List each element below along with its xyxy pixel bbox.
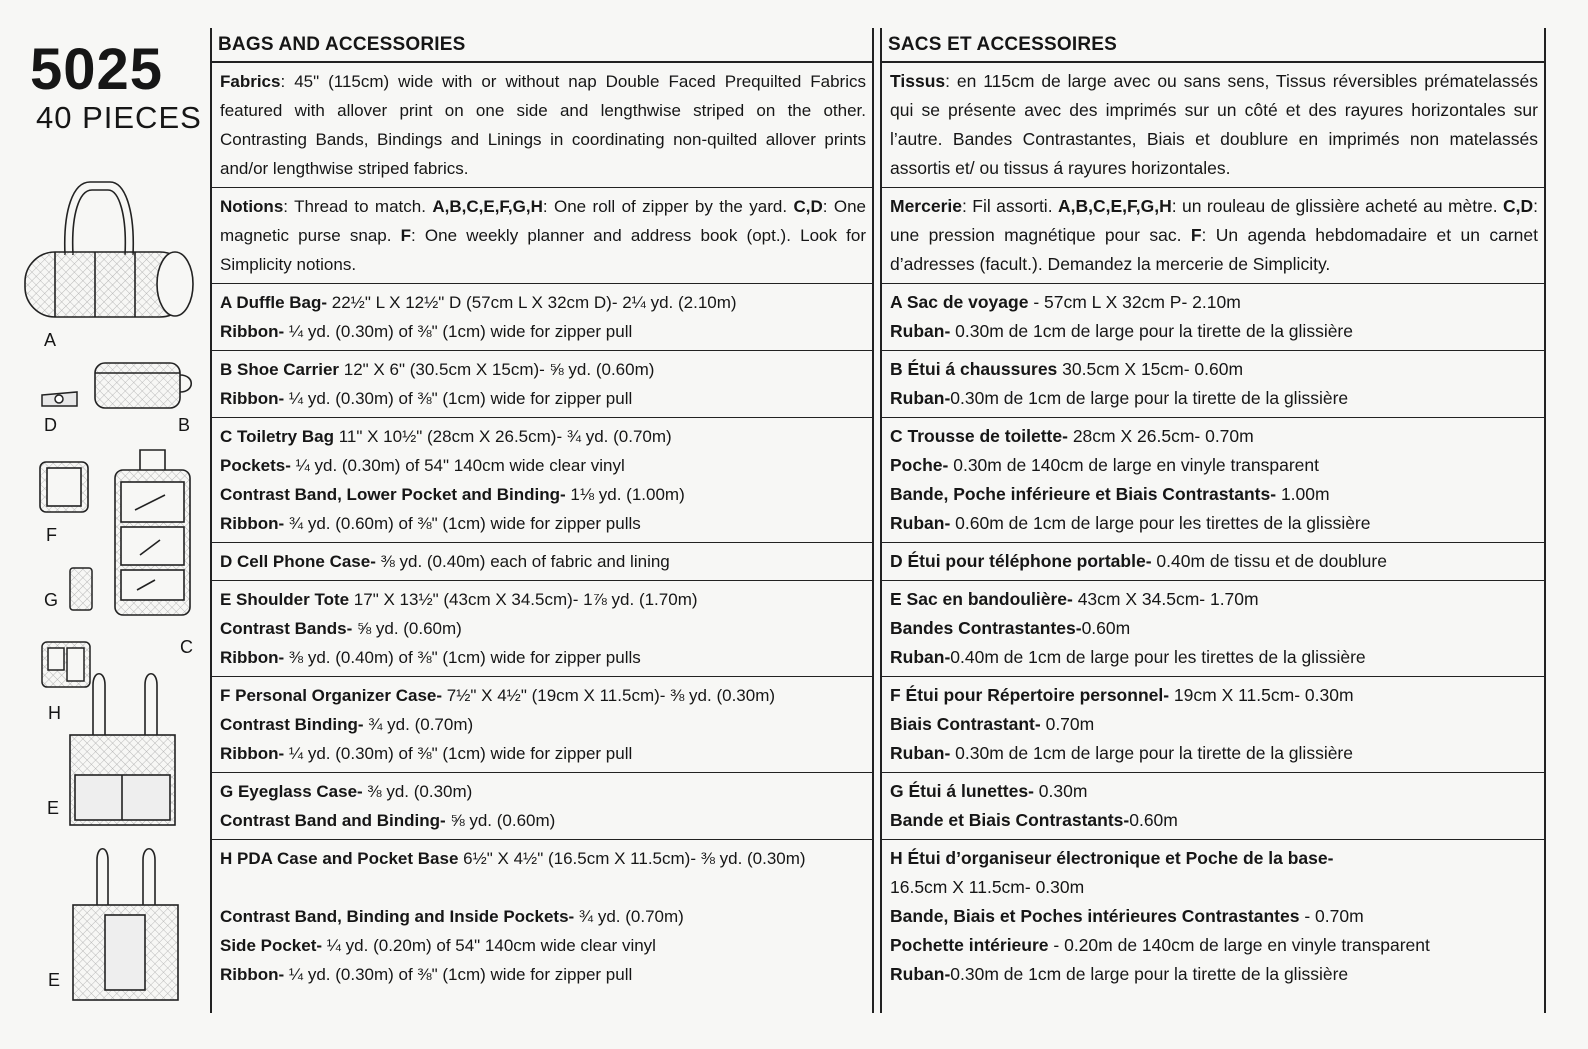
requirement-line (890, 355, 1538, 384)
french-view-section (882, 418, 1544, 543)
requirement-line (890, 931, 1538, 960)
requirement-line (220, 480, 866, 509)
requirement-line (220, 317, 866, 346)
tissus-label: Tissus (890, 71, 946, 91)
requirement-label: Contrast Band, Lower Pocket and Binding- (220, 485, 566, 504)
requirement-label: C Trousse de toilette- (890, 426, 1068, 446)
requirement-text: ¼ yd. (0.30m) of ⅜" (1cm) wide for zipper pull (284, 389, 633, 408)
french-view-section (882, 284, 1544, 351)
requirement-line (890, 422, 1538, 451)
label-view-e: E (47, 798, 60, 818)
requirement-label: D Étui pour téléphone portable- (890, 551, 1152, 571)
english-notions (212, 188, 872, 284)
requirement-line (220, 739, 866, 768)
english-view-section (212, 418, 872, 543)
requirement-text: - 57cm L X 32cm P- 2.10m (1028, 292, 1241, 312)
notions-label: Notions (220, 197, 284, 216)
requirement-line (890, 777, 1538, 806)
requirement-line (890, 681, 1538, 710)
requirement-label: Ribbon- (220, 514, 285, 533)
requirement-line (220, 643, 866, 672)
requirement-text: 7½" X 4½" (19cm X 11.5cm)- ⅜ yd. (0.30m) (442, 686, 776, 705)
requirement-line (890, 451, 1538, 480)
requirement-line (890, 480, 1538, 509)
requirement-line (890, 643, 1538, 672)
requirement-label: Bande, Biais et Poches intérieures Contrastantes (890, 906, 1300, 926)
requirement-line (220, 451, 866, 480)
english-view-section (212, 351, 872, 418)
requirement-line (890, 710, 1538, 739)
english-view-section (212, 581, 872, 677)
requirement-line (220, 355, 866, 384)
requirement-text: 28cm X 26.5cm- 0.70m (1067, 426, 1254, 446)
requirement-line (220, 777, 866, 806)
requirement-line (220, 384, 866, 413)
french-view-section (882, 677, 1544, 773)
requirement-line (890, 384, 1538, 413)
requirement-line (890, 844, 1538, 873)
requirement-label: H Étui d’organiseur électronique et Poche de la base- (890, 848, 1334, 868)
label-view-h: H (48, 703, 61, 723)
requirement-label: Ribbon- (220, 965, 285, 984)
requirement-text: 0.30m de 1cm de large pour la tirette de la glissière (950, 964, 1349, 984)
requirement-label: Ruban- (890, 321, 951, 341)
requirement-text: 0.60m (1081, 618, 1131, 638)
label-view-e-alt: E (48, 970, 61, 990)
fabrics-text: : 45" (115cm) wide with or without nap Double Faced Prequilted Fabrics featured with allover print on one side and lengthwise striped on the other. Contrasting Bands, Bindings and Linings in coordinating non-quilted allover prints and/or lengthwise striped fabrics. (220, 72, 866, 178)
requirement-line (220, 931, 866, 960)
requirement-label: Ribbon- (220, 322, 285, 341)
notions-views: C,D (793, 197, 823, 216)
requirement-line (890, 960, 1538, 989)
french-view-section (882, 773, 1544, 840)
requirement-label: H PDA Case and Pocket Base (220, 849, 459, 868)
english-column (210, 28, 874, 1013)
requirement-text: 11" X 10½" (28cm X 26.5cm)- ¾ yd. (0.70m) (333, 427, 672, 446)
requirement-text: 22½" L X 12½" D (57cm L X 32cm D)- 2¼ yd. (2.10m) (327, 293, 737, 312)
requirement-line (890, 509, 1538, 538)
requirement-label: B Shoe Carrier (220, 360, 340, 379)
requirement-line (890, 317, 1538, 346)
requirement-label: Ribbon- (220, 744, 285, 763)
requirement-label: Contrast Band and Binding- (220, 811, 446, 830)
mercerie-text: : une pression magnétique pour sac. (890, 196, 1538, 245)
requirement-label: Ruban- (890, 388, 951, 408)
requirement-text: 1.00m (1276, 484, 1330, 504)
requirement-line (890, 614, 1538, 643)
requirement-label: Bande et Biais Contrastants- (890, 810, 1130, 830)
requirement-line (220, 614, 866, 643)
requirement-text: ⅝ yd. (0.60m) (352, 619, 462, 638)
requirement-text: ¼ yd. (0.30m) of ⅜" (1cm) wide for zipper pull (284, 322, 633, 341)
shoulder-tote-drawing (70, 674, 175, 825)
requirement-line (220, 902, 866, 931)
requirement-text: ⅜ yd. (0.30m) (362, 782, 473, 801)
requirement-text: ⅝ yd. (0.60m) (445, 811, 556, 830)
requirement-label: Bandes Contrastantes- (890, 618, 1082, 638)
requirement-text: 1⅛ yd. (1.00m) (565, 485, 685, 504)
requirement-text: 0.30m de 1cm de large pour la tirette de la glissière (950, 321, 1353, 341)
requirement-label: Ruban- (890, 743, 951, 763)
requirement-line (890, 806, 1538, 835)
shoe-carrier-drawing (95, 363, 191, 408)
label-view-d: D (44, 415, 57, 435)
requirement-label: Side Pocket- (220, 936, 323, 955)
english-view-section (212, 840, 872, 993)
english-view-section (212, 773, 872, 840)
requirement-text: ¼ yd. (0.30m) of ⅜" (1cm) wide for zipper pull (284, 965, 633, 984)
requirement-line (890, 547, 1538, 576)
requirement-text: 43cm X 34.5cm- 1.70m (1072, 589, 1259, 609)
english-view-list (212, 284, 872, 993)
requirement-label: Ruban- (890, 513, 951, 533)
requirement-label: G Eyeglass Case- (220, 782, 363, 801)
requirement-line (890, 902, 1538, 931)
requirement-text: ¾ yd. (0.60m) of ⅜" (1cm) wide for zipper pulls (284, 514, 641, 533)
french-notions (882, 188, 1544, 284)
requirement-text: - 0.70m (1299, 906, 1364, 926)
english-view-section (212, 677, 872, 773)
english-fabrics (212, 63, 872, 188)
requirement-line (220, 710, 866, 739)
label-view-a: A (44, 330, 57, 350)
requirement-label: F Personal Organizer Case- (220, 686, 443, 705)
requirement-text: ¾ yd. (0.70m) (363, 715, 474, 734)
requirement-text: ¼ yd. (0.30m) of 54" 140cm wide clear vinyl (290, 456, 625, 475)
requirement-text: - 0.20m de 140cm de large en vinyle transparent (1048, 935, 1430, 955)
french-heading: SACS ET ACCESSOIRES (882, 28, 1544, 63)
requirement-label: Biais Contrastant- (890, 714, 1041, 734)
mercerie-label: Mercerie (890, 196, 962, 216)
duffle-bag-drawing (25, 182, 193, 317)
label-view-c: C (180, 637, 193, 657)
pda-case-drawing (42, 642, 90, 687)
organizer-drawing (40, 462, 88, 512)
pieces-count: 40 PIECES (36, 100, 202, 135)
requirement-label: B Étui á chaussures (890, 359, 1058, 379)
notions-text: : One roll of zipper by the yard. (542, 197, 794, 216)
mercerie-views: A,B,C,E,F,G,H (1057, 196, 1172, 216)
toiletry-bag-drawing (115, 450, 190, 615)
pattern-number: 5025 (30, 37, 164, 102)
requirement-text: 0.60m de 1cm de large pour les tirettes de la glissière (950, 513, 1371, 533)
requirement-line (890, 585, 1538, 614)
requirement-line (220, 547, 866, 576)
french-view-list (882, 284, 1544, 993)
french-column (880, 28, 1546, 1013)
mercerie-views: F (1190, 225, 1202, 245)
french-view-section (882, 581, 1544, 677)
requirement-text: ⅜ yd. (0.40m) of ⅜" (1cm) wide for zipper pulls (284, 648, 641, 667)
requirement-line (890, 739, 1538, 768)
requirement-line (220, 288, 866, 317)
requirement-text: ¼ yd. (0.30m) of ⅜" (1cm) wide for zipper pull (284, 744, 633, 763)
requirement-text: ⅜ yd. (0.40m) each of fabric and lining (375, 552, 670, 571)
requirement-label: F Étui pour Répertoire personnel- (890, 685, 1170, 705)
requirement-text: 0.60m (1129, 810, 1178, 830)
shoulder-tote-alt-drawing (73, 849, 178, 1000)
requirement-label: G Étui á lunettes- (890, 781, 1034, 801)
label-view-f: F (46, 525, 57, 545)
tissus-text: : en 115cm de large avec ou sans sens, Tissus réversibles prématelassés qui se présente avec des imprimés sur un côté et des rayures horizontales sur l’autre. Bandes Contrastantes, Biais et doublure en imprimés non matelassés assortis et/ ou tissus á rayures horizontales. (890, 71, 1538, 178)
requirement-label: Ruban- (890, 647, 951, 667)
requirement-text: 17" X 13½" (43cm X 34.5cm)- 1⅞ yd. (1.70m) (349, 590, 698, 609)
requirement-label: Pochette intérieure (890, 935, 1049, 955)
label-view-g: G (44, 590, 59, 610)
english-heading: BAGS AND ACCESSORIES (212, 28, 872, 63)
requirement-line (220, 509, 866, 538)
english-view-section (212, 543, 872, 581)
requirement-label: Ribbon- (220, 648, 285, 667)
requirement-label: Pockets- (220, 456, 291, 475)
mercerie-views: C,D (1502, 196, 1534, 216)
requirement-text: 0.30m de 1cm de large pour la tirette de la glissière (950, 743, 1353, 763)
requirement-text: 0.30m de 1cm de large pour la tirette de la glissière (950, 388, 1349, 408)
notions-text: : One magnetic purse snap. (220, 197, 866, 245)
mercerie-text: : Fil assorti. (962, 196, 1058, 216)
french-fabrics (882, 63, 1544, 188)
requirement-text: 6½" X 4½" (16.5cm X 11.5cm)- ⅜ yd. (0.30m) (458, 849, 806, 868)
requirement-text: ¾ yd. (0.70m) (574, 907, 684, 926)
requirement-text: 0.30m (1033, 781, 1088, 801)
english-view-section (212, 284, 872, 351)
mercerie-text: : un rouleau de glissière acheté au mètre. (1171, 196, 1503, 216)
requirement-label: Contrast Band, Binding and Inside Pockets- (220, 907, 575, 926)
requirement-label: E Shoulder Tote (220, 590, 350, 609)
requirement-text: 0.40m de tissu et de doublure (1151, 551, 1387, 571)
requirement-line (890, 288, 1538, 317)
eyeglass-case-drawing (70, 568, 92, 610)
notions-text: : Thread to match. (283, 197, 433, 216)
requirement-line (220, 681, 866, 710)
notions-views: A,B,C,E,F,G,H (432, 197, 543, 216)
requirement-label: Ruban- (890, 964, 951, 984)
requirement-text: 12" X 6" (30.5cm X 15cm)- ⅝ yd. (0.60m) (339, 360, 655, 379)
requirement-label: A Sac de voyage (890, 292, 1029, 312)
requirement-label: Contrast Bands- (220, 619, 353, 638)
requirement-label: A Duffle Bag- (220, 293, 328, 312)
requirement-line (890, 873, 1538, 902)
requirement-label: E Sac en bandoulière- (890, 589, 1073, 609)
requirement-text: 30.5cm X 15cm- 0.60m (1057, 359, 1244, 379)
requirement-line (220, 806, 866, 835)
fabrics-label: Fabrics (220, 72, 281, 91)
requirement-line (220, 960, 866, 989)
requirement-text: 16.5cm X 11.5cm- 0.30m (890, 877, 1085, 897)
requirement-label: Ribbon- (220, 389, 285, 408)
requirement-label: Bande, Poche inférieure et Biais Contrastants- (890, 484, 1277, 504)
requirement-line (220, 422, 866, 451)
requirement-label: C Toiletry Bag (220, 427, 334, 446)
requirement-text: 0.30m de 140cm de large en vinyle transparent (948, 455, 1319, 475)
requirement-text: 0.70m (1040, 714, 1095, 734)
requirement-text: ¼ yd. (0.20m) of 54" 140cm wide clear vinyl (322, 936, 656, 955)
requirement-text: 19cm X 11.5cm- 0.30m (1169, 685, 1354, 705)
notions-views: F (400, 226, 412, 245)
french-view-section (882, 840, 1544, 993)
phone-case-drawing (42, 392, 77, 406)
requirement-label: Contrast Binding- (220, 715, 364, 734)
requirement-line (220, 873, 866, 902)
label-view-b: B (178, 415, 191, 435)
requirement-text: 0.40m de 1cm de large pour les tirettes de la glissière (950, 647, 1366, 667)
notions-text: : One weekly planner and address book (opt.). Look for Simplicity notions. (220, 226, 866, 274)
french-view-section (882, 543, 1544, 581)
requirement-label: Poche- (890, 455, 949, 475)
french-view-section (882, 351, 1544, 418)
requirement-line (220, 844, 866, 873)
mercerie-text: : Un agenda hebdomadaire et un carnet d’adresses (facult.). Demandez la mercerie de Simplicity. (890, 225, 1538, 274)
requirement-label: D Cell Phone Case- (220, 552, 376, 571)
requirement-line (220, 585, 866, 614)
